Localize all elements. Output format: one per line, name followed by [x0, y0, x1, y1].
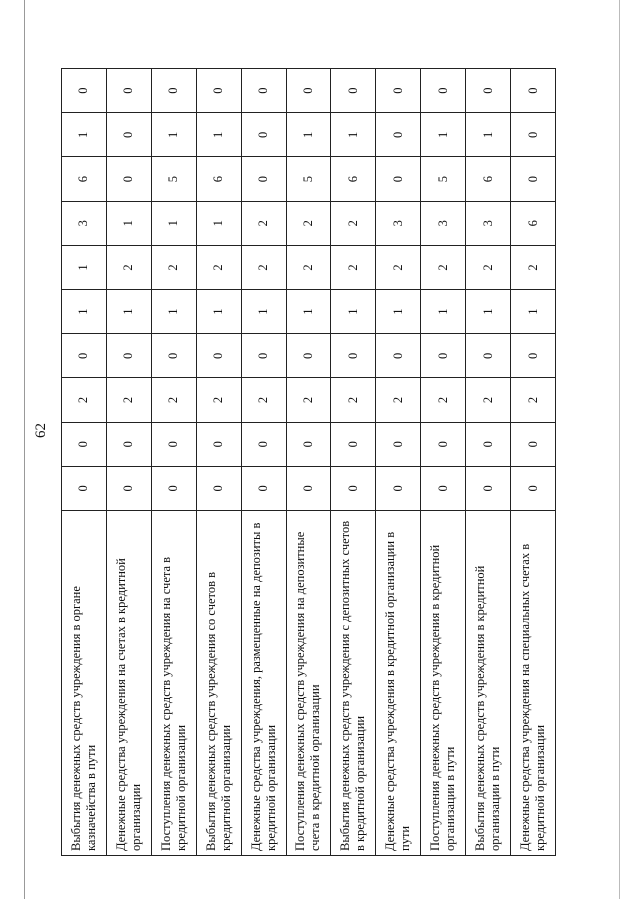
code-digit-cell: 0 [331, 69, 376, 113]
code-digit-cell: 0 [421, 422, 466, 466]
code-digit-cell: 1 [106, 201, 151, 245]
code-digit-cell: 0 [62, 334, 107, 378]
code-digit-cell: 1 [376, 290, 421, 334]
code-digit-cell: 0 [62, 69, 107, 113]
code-digit-cell: 2 [106, 378, 151, 422]
code-digit-cell: 0 [421, 334, 466, 378]
code-digit-cell: 0 [286, 422, 331, 466]
code-digit-cell: 2 [62, 378, 107, 422]
code-digit-cell: 2 [196, 245, 241, 289]
code-digit-cell: 0 [376, 157, 421, 201]
table-row [196, 69, 241, 856]
code-digit-cell: 5 [286, 157, 331, 201]
code-digit-cell: 1 [421, 113, 466, 157]
table-row [241, 69, 286, 856]
code-digit-cell: 2 [376, 378, 421, 422]
code-digit-cell: 0 [331, 466, 376, 510]
code-digit-cell: 0 [286, 69, 331, 113]
code-digit-cell: 1 [286, 113, 331, 157]
code-digit-cell: 0 [106, 69, 151, 113]
code-digit-cell: 1 [241, 290, 286, 334]
code-digit-cell: 0 [241, 113, 286, 157]
code-digit-cell: 0 [286, 466, 331, 510]
code-digit-cell: 2 [286, 378, 331, 422]
code-digit-cell: 0 [331, 334, 376, 378]
code-digit-cell: 2 [466, 378, 511, 422]
code-digit-cell: 0 [376, 113, 421, 157]
code-digit-cell: 2 [106, 245, 151, 289]
code-digit-cell: 3 [62, 201, 107, 245]
code-digit-cell: 0 [196, 334, 241, 378]
code-digit-cell: 6 [511, 201, 556, 245]
table-row [511, 69, 556, 856]
code-digit-cell: 2 [331, 201, 376, 245]
code-digit-cell: 0 [241, 69, 286, 113]
table-row [62, 69, 107, 856]
code-digit-cell: 1 [151, 201, 196, 245]
code-digit-cell: 1 [62, 290, 107, 334]
code-digit-cell: 0 [376, 422, 421, 466]
code-digit-cell: 0 [196, 422, 241, 466]
scan-edge-right [619, 0, 620, 899]
code-digit-cell: 0 [511, 157, 556, 201]
table-row [106, 69, 151, 856]
code-digit-cell: 3 [466, 201, 511, 245]
code-digit-cell: 2 [511, 245, 556, 289]
code-digit-cell: 0 [376, 466, 421, 510]
table-row [421, 69, 466, 856]
code-digit-cell: 0 [151, 466, 196, 510]
code-digit-cell: 0 [421, 69, 466, 113]
code-digit-cell: 1 [466, 290, 511, 334]
code-digit-cell: 0 [196, 69, 241, 113]
row-description: Денежные средства учреждения на счетах в кредитной организации [106, 511, 151, 856]
code-digit-cell: 0 [511, 422, 556, 466]
scan-edge-left [24, 0, 25, 899]
code-digit-cell: 0 [241, 157, 286, 201]
code-digit-cell: 0 [106, 113, 151, 157]
row-description: Поступления денежных средств учреждения в кредитной организации в пути [421, 511, 466, 856]
code-digit-cell: 2 [151, 378, 196, 422]
code-digit-cell: 5 [421, 157, 466, 201]
rotated-page-content [61, 68, 556, 856]
row-description: Выбытия денежных средств учреждения в кредитной организации в пути [466, 511, 511, 856]
code-digit-cell: 0 [196, 466, 241, 510]
code-digit-cell: 0 [466, 466, 511, 510]
code-digit-cell: 1 [151, 113, 196, 157]
code-digit-cell: 2 [286, 201, 331, 245]
code-digit-cell: 2 [241, 201, 286, 245]
code-digit-cell: 2 [151, 245, 196, 289]
code-digit-cell: 1 [106, 290, 151, 334]
code-digit-cell: 2 [466, 245, 511, 289]
page-number: 62 [33, 423, 49, 438]
code-digit-cell: 0 [421, 466, 466, 510]
code-digit-cell: 6 [466, 157, 511, 201]
code-digit-cell: 2 [421, 245, 466, 289]
code-digit-cell: 1 [331, 113, 376, 157]
code-digit-cell: 0 [151, 69, 196, 113]
row-description: Поступления денежных средств учреждения на депозитные счета в кредитной организации [286, 511, 331, 856]
code-digit-cell: 1 [286, 290, 331, 334]
table-row [376, 69, 421, 856]
code-digit-cell: 0 [376, 334, 421, 378]
code-digit-cell: 0 [62, 466, 107, 510]
account-codes-table [61, 68, 556, 856]
table-row [331, 69, 376, 856]
code-digit-cell: 0 [241, 422, 286, 466]
code-digit-cell: 2 [196, 378, 241, 422]
code-digit-cell: 0 [286, 334, 331, 378]
code-digit-cell: 2 [331, 245, 376, 289]
code-digit-cell: 0 [62, 422, 107, 466]
code-digit-cell: 2 [511, 378, 556, 422]
code-digit-cell: 0 [511, 466, 556, 510]
code-digit-cell: 0 [511, 113, 556, 157]
code-digit-cell: 2 [241, 245, 286, 289]
code-digit-cell: 1 [421, 290, 466, 334]
code-digit-cell: 2 [331, 378, 376, 422]
table-body [62, 69, 556, 856]
code-digit-cell: 0 [241, 466, 286, 510]
code-digit-cell: 2 [286, 245, 331, 289]
code-digit-cell: 3 [376, 201, 421, 245]
code-digit-cell: 1 [196, 201, 241, 245]
code-digit-cell: 0 [151, 422, 196, 466]
code-digit-cell: 2 [241, 378, 286, 422]
code-digit-cell: 0 [151, 334, 196, 378]
table-row [286, 69, 331, 856]
code-digit-cell: 5 [151, 157, 196, 201]
code-digit-cell: 3 [421, 201, 466, 245]
code-digit-cell: 0 [466, 334, 511, 378]
code-digit-cell: 6 [62, 157, 107, 201]
code-digit-cell: 0 [106, 466, 151, 510]
row-description: Поступления денежных средств учреждения на счета в кредитной организации [151, 511, 196, 856]
row-description: Денежные средства учреждения на специальных счетах в кредитной организации [511, 511, 556, 856]
code-digit-cell: 0 [466, 69, 511, 113]
code-digit-cell: 0 [331, 422, 376, 466]
row-description: Выбытия денежных средств учреждения со счетов в кредитной организации [196, 511, 241, 856]
code-digit-cell: 0 [376, 69, 421, 113]
code-digit-cell: 0 [511, 334, 556, 378]
code-digit-cell: 0 [106, 334, 151, 378]
table-row [151, 69, 196, 856]
code-digit-cell: 6 [331, 157, 376, 201]
code-digit-cell: 1 [331, 290, 376, 334]
code-digit-cell: 1 [196, 290, 241, 334]
code-digit-cell: 1 [511, 290, 556, 334]
code-digit-cell: 6 [196, 157, 241, 201]
row-description: Выбытия денежных средств учреждения с депозитных счетов в кредитной организации [331, 511, 376, 856]
row-description: Денежные средства учреждения в кредитной организации в пути [376, 511, 421, 856]
code-digit-cell: 1 [196, 113, 241, 157]
code-digit-cell: 0 [106, 422, 151, 466]
table-row [466, 69, 511, 856]
code-digit-cell: 1 [62, 113, 107, 157]
row-description: Выбытия денежных средств учреждения в органе казначейства в пути [62, 511, 107, 856]
code-digit-cell: 0 [511, 69, 556, 113]
code-digit-cell: 2 [421, 378, 466, 422]
code-digit-cell: 0 [106, 157, 151, 201]
row-description: Денежные средства учреждения, размещенные на депозиты в кредитной организации [241, 511, 286, 856]
code-digit-cell: 1 [466, 113, 511, 157]
code-digit-cell: 0 [241, 334, 286, 378]
code-digit-cell: 0 [466, 422, 511, 466]
code-digit-cell: 2 [376, 245, 421, 289]
code-digit-cell: 1 [151, 290, 196, 334]
code-digit-cell: 1 [62, 245, 107, 289]
